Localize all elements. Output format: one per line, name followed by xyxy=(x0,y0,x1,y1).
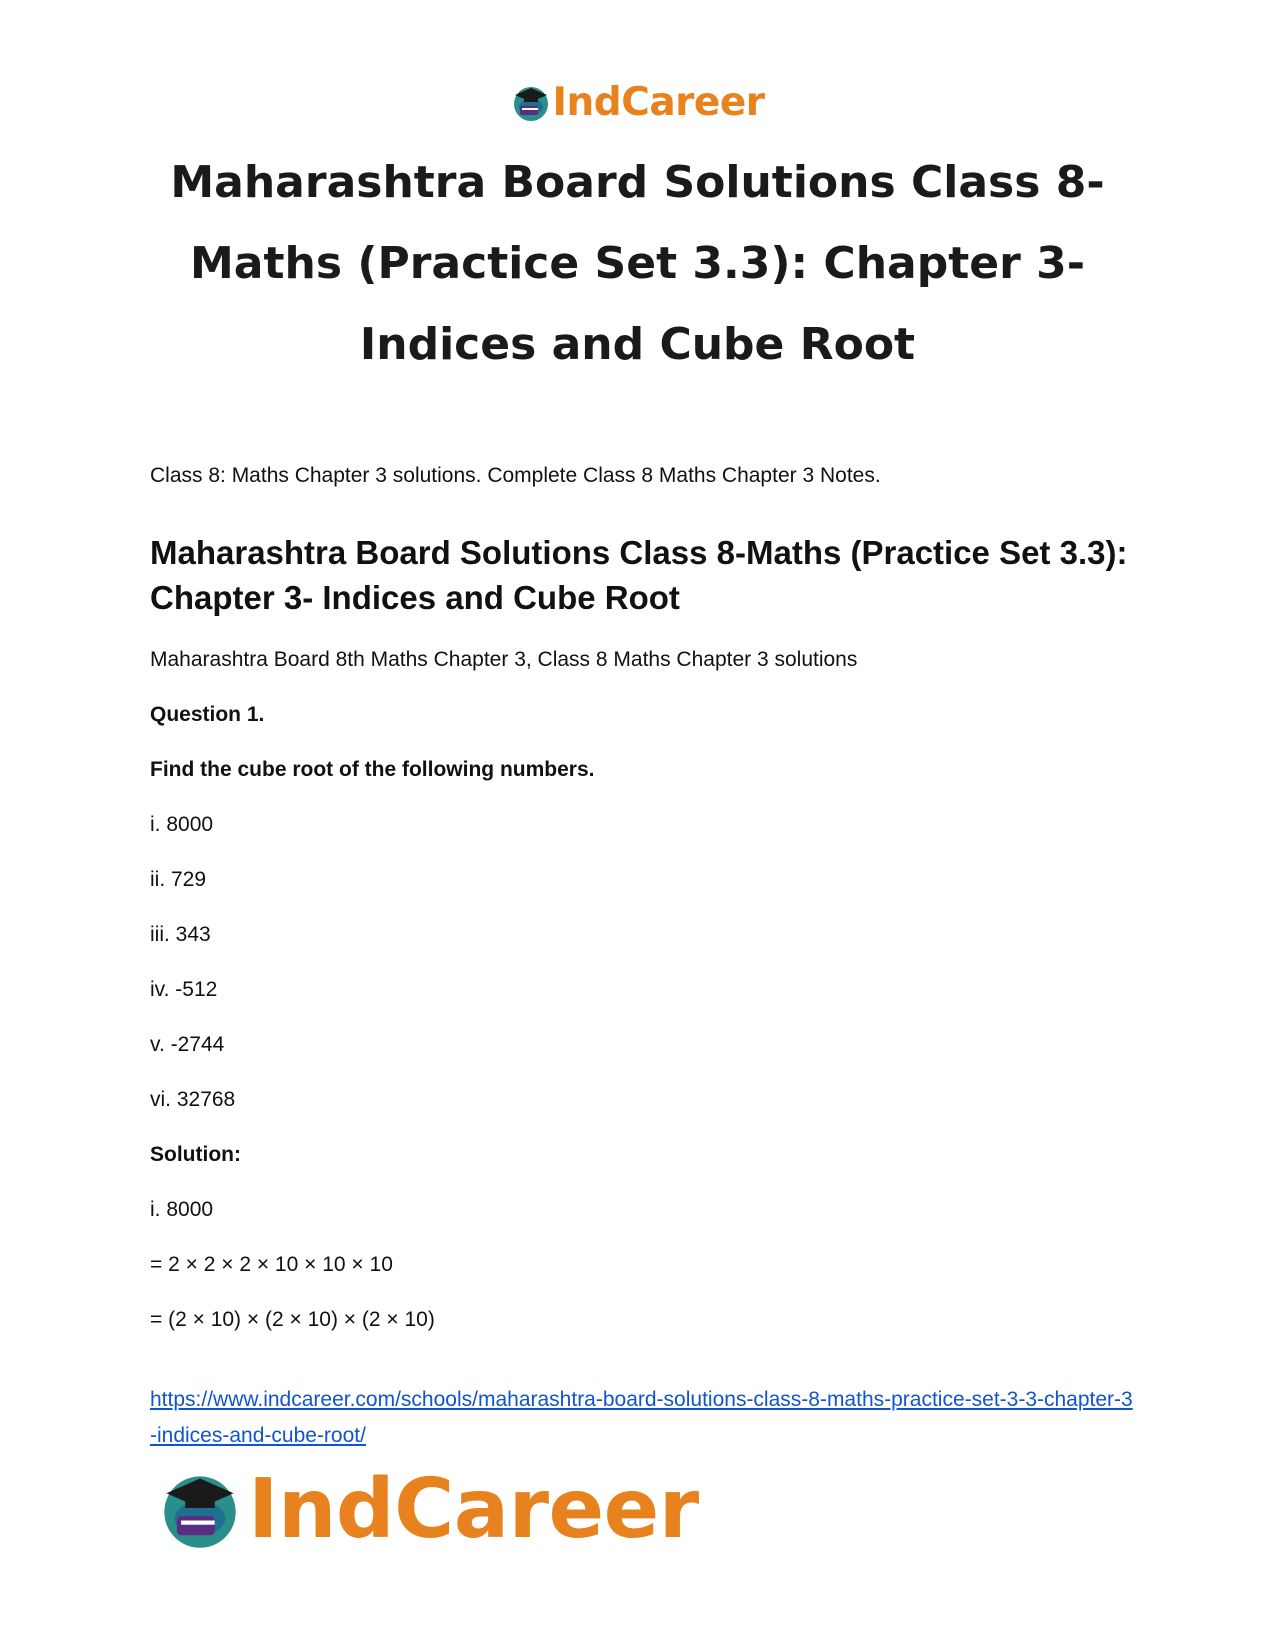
document-body xyxy=(150,462,1135,1334)
question-item: ii. 729 xyxy=(150,868,207,891)
intro-text: Class 8: Maths Chapter 3 solutions. Complete Class 8 Maths Chapter 3 Notes. xyxy=(150,464,881,487)
section-heading: Maharashtra Board Solutions Class 8-Maths (Practice Set 3.3): Chapter 3- Indices and Cube Root xyxy=(150,534,1128,616)
question-item: i. 8000 xyxy=(150,813,214,836)
brand-wordmark: IndCareer xyxy=(248,1462,699,1557)
source-url-link[interactable]: https://www.indcareer.com/schools/maharashtra-board-solutions-class-8-maths-practice-set-3-3-chapter-3-indices-and-cube-root/ xyxy=(150,1388,1133,1447)
indcareer-logo-top xyxy=(0,80,1275,125)
question-item: vi. 32768 xyxy=(150,1088,236,1111)
question-item: v. -2744 xyxy=(150,1033,225,1056)
solution-label: Solution: xyxy=(150,1143,241,1166)
question-prompt: Find the cube root of the following numbers. xyxy=(150,758,595,781)
page-title: Maharashtra Board Solutions Class 8-Maths (Practice Set 3.3): Chapter 3- Indices and Cube Root xyxy=(170,157,1105,370)
question-item: iv. -512 xyxy=(150,978,218,1001)
graduation-cap-globe-icon xyxy=(158,1468,242,1552)
brand-wordmark: IndCareer xyxy=(552,80,765,125)
question-item: iii. 343 xyxy=(150,923,211,946)
solution-line: = 2 × 2 × 2 × 10 × 10 × 10 xyxy=(150,1253,393,1276)
solution-line: i. 8000 xyxy=(150,1198,214,1221)
subtitle-text: Maharashtra Board 8th Maths Chapter 3, Class 8 Maths Chapter 3 solutions xyxy=(150,648,858,671)
solution-line: = (2 × 10) × (2 × 10) × (2 × 10) xyxy=(150,1308,435,1331)
indcareer-logo-bottom xyxy=(158,1462,699,1557)
graduation-cap-globe-icon xyxy=(511,83,551,123)
question-label: Question 1. xyxy=(150,703,265,726)
